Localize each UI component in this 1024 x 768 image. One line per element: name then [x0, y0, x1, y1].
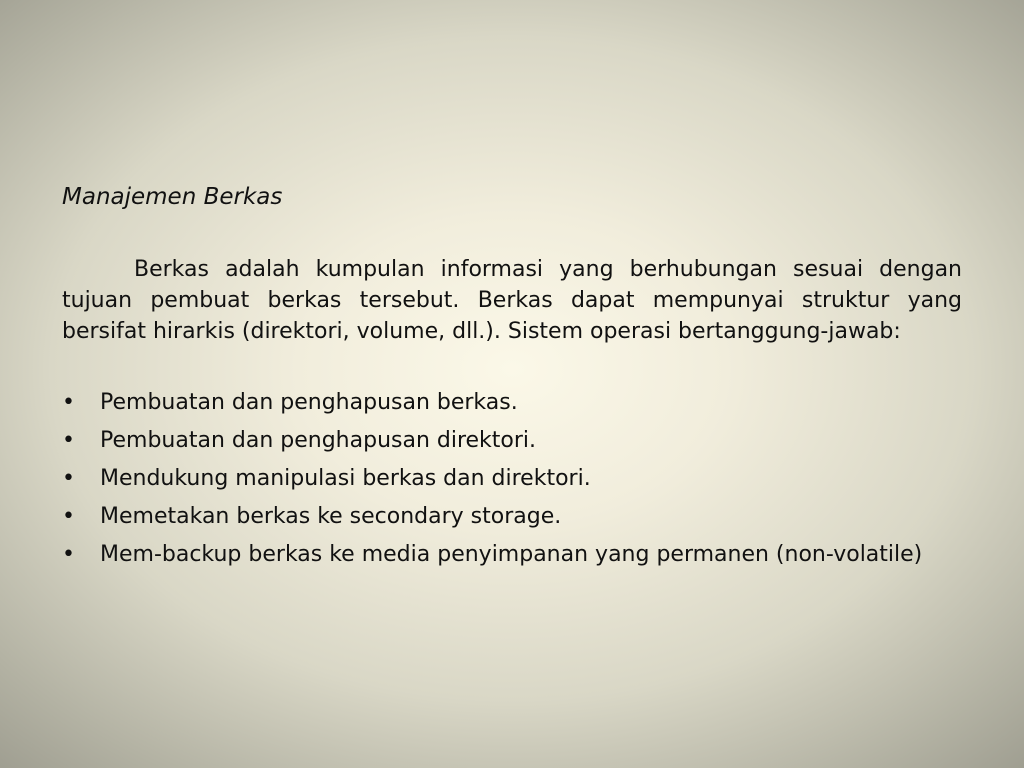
bullet-item — [62, 425, 962, 457]
bullet-item — [62, 387, 962, 419]
bullet-icon: • — [62, 504, 75, 529]
bullet-text: Mendukung manipulasi berkas dan direktori. — [100, 466, 591, 491]
bullet-icon: • — [62, 390, 75, 415]
bullet-text: Mem-backup berkas ke media penyimpanan yang permanen (non-volatile) — [100, 542, 923, 567]
bullet-item — [62, 501, 962, 533]
slide-heading: Manajemen Berkas — [62, 184, 283, 210]
bullet-list — [62, 387, 962, 571]
bullet-item — [62, 539, 962, 571]
bullet-text: Memetakan berkas ke secondary storage. — [100, 504, 562, 529]
bullet-text: Pembuatan dan penghapusan direktori. — [100, 428, 537, 453]
bullet-icon: • — [62, 466, 75, 491]
slide-content — [62, 181, 962, 577]
bullet-icon: • — [62, 428, 75, 453]
bullet-text: Pembuatan dan penghapusan berkas. — [100, 390, 518, 415]
bullet-item — [62, 463, 962, 495]
bullet-icon: • — [62, 542, 75, 567]
body-paragraph: Berkas adalah kumpulan informasi yang berhubungan sesuai dengan tujuan pembuat berkas tersebut. Berkas dapat mempunyai struktur yang bersifat hirarkis (direktori, volume, dll.). Sistem operasi bertanggung-jawab: — [62, 257, 962, 344]
